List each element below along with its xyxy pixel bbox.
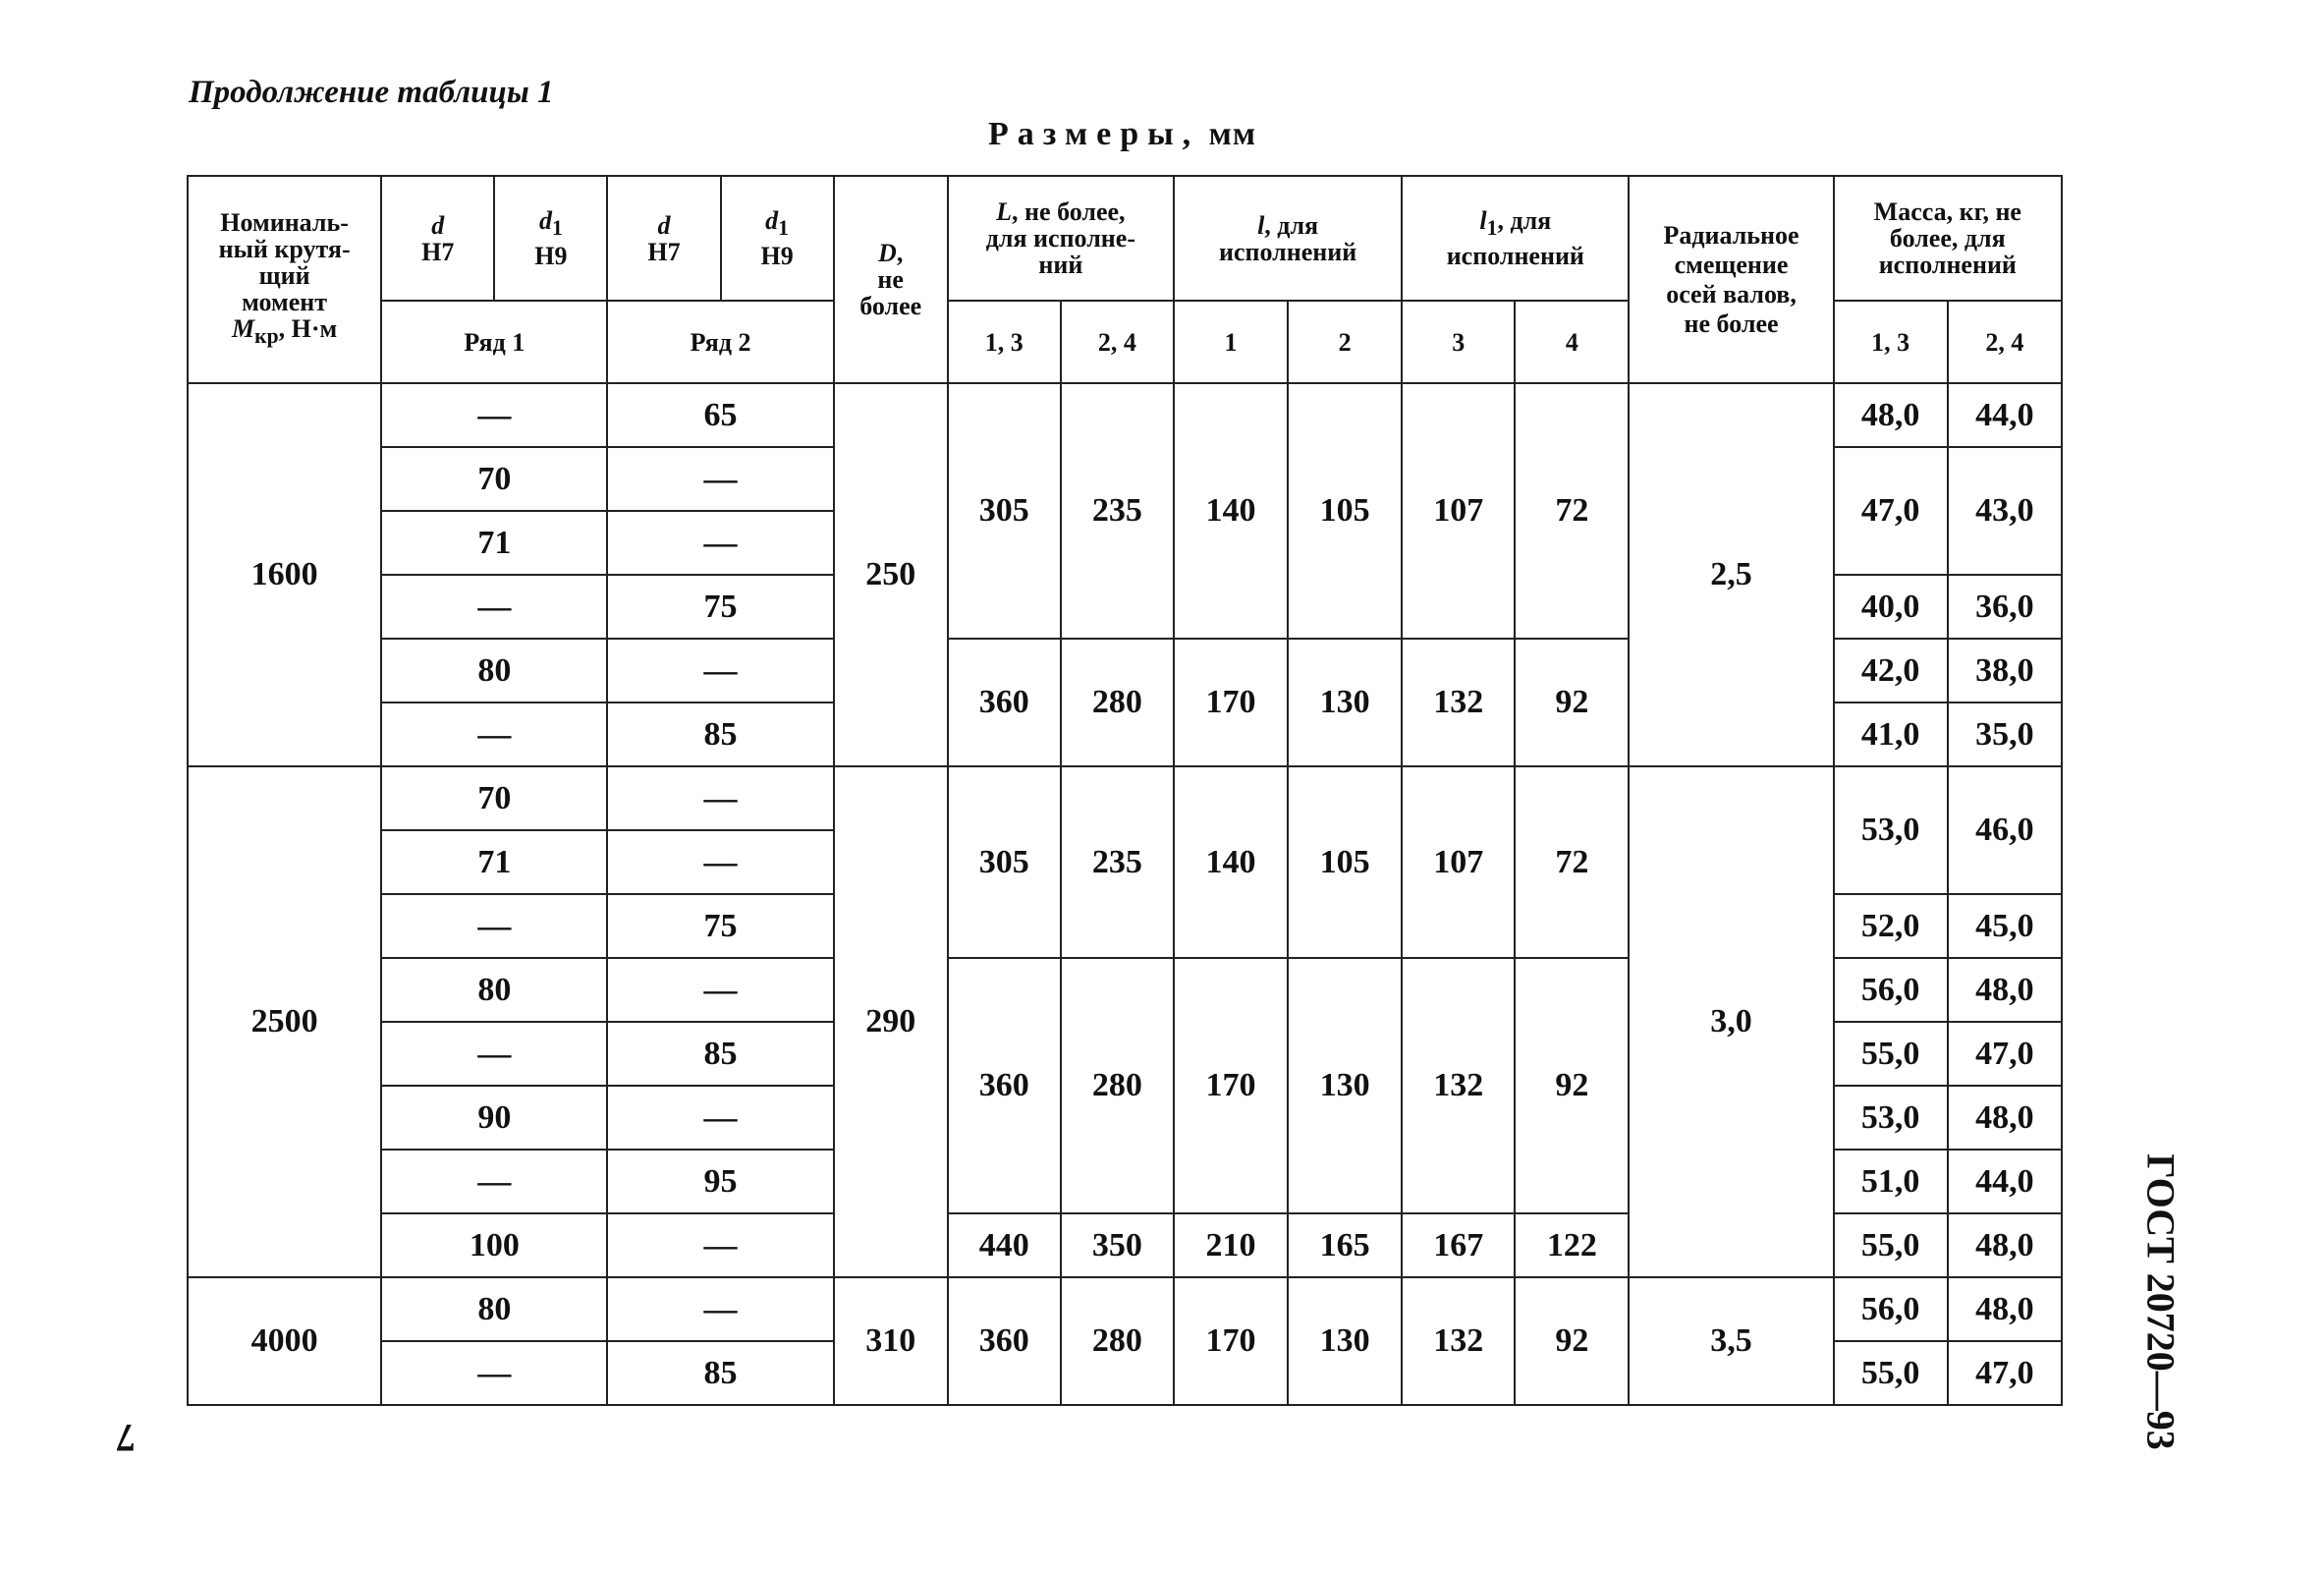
mass24-cell: 46,0 [1948, 766, 2062, 894]
l14-cell: 92 [1515, 639, 1629, 766]
l1-letter: l [1479, 206, 1487, 236]
header-L [948, 176, 1174, 301]
mass13-cell: 53,0 [1834, 766, 1948, 894]
row2-cell: 85 [607, 702, 833, 766]
header-l1 [1402, 176, 1629, 301]
radial-line: осей валов, [1666, 279, 1797, 309]
row2-cell: — [607, 766, 833, 830]
mass24-cell: 43,0 [1948, 447, 2062, 575]
h9-label: H9 [760, 241, 794, 270]
mass13-cell: 55,0 [1834, 1022, 1948, 1086]
mass13-cell: 47,0 [1834, 447, 1948, 575]
mass24-cell: 48,0 [1948, 1277, 2062, 1341]
l13-cell: 132 [1402, 958, 1515, 1213]
header-l-1: 1 [1174, 301, 1288, 383]
header-torque-line: Номиналь- [220, 207, 349, 237]
L13-cell: 360 [948, 958, 1061, 1213]
row1-cell: — [381, 702, 607, 766]
header-torque-line: щий [258, 260, 310, 290]
row1-cell: 70 [381, 447, 607, 511]
d1-letter: d [765, 206, 779, 236]
d1-subscript: 1 [778, 216, 789, 241]
mass24-cell: 44,0 [1948, 1150, 2062, 1213]
row2-cell: 75 [607, 894, 833, 958]
d1-letter: d [538, 206, 552, 236]
L13-cell: 360 [948, 639, 1061, 766]
radial-line: смещение [1674, 250, 1789, 279]
header-l [1174, 176, 1402, 301]
l13-cell: 132 [1402, 1277, 1515, 1405]
mass13-cell: 55,0 [1834, 1213, 1948, 1277]
table-row [188, 1277, 2062, 1341]
row2-cell: — [607, 447, 833, 511]
torque-cell: 2500 [188, 766, 381, 1277]
L13-cell: 305 [948, 383, 1061, 639]
L-text: , не более, [1012, 197, 1126, 226]
d-letter: d [431, 210, 445, 240]
header-d-h7-row1 [381, 176, 494, 301]
row2-cell: — [607, 830, 833, 894]
mass24-cell: 36,0 [1948, 575, 2062, 639]
l1-text: , для [1497, 206, 1552, 236]
mass13-cell: 42,0 [1834, 639, 1948, 702]
header-torque-line: ный крутя- [218, 234, 351, 263]
l13-cell: 132 [1402, 639, 1515, 766]
l13-cell: 107 [1402, 766, 1515, 958]
l1-cell: 170 [1174, 1277, 1288, 1405]
torque-subscript: кр [254, 324, 279, 349]
header-l1-3: 3 [1402, 301, 1515, 383]
torque-cell: 1600 [188, 383, 381, 766]
units-label [988, 116, 1256, 153]
l2-cell: 130 [1288, 1277, 1402, 1405]
mass13-cell: 56,0 [1834, 958, 1948, 1022]
l13-cell: 167 [1402, 1213, 1515, 1277]
header-L-24: 2, 4 [1061, 301, 1174, 383]
torque-symbol: М [231, 313, 255, 343]
D-cell: 290 [834, 766, 948, 1277]
L24-cell: 235 [1061, 766, 1174, 958]
row2-cell: — [607, 1086, 833, 1150]
L24-cell: 280 [1061, 958, 1174, 1213]
dimensions-table [187, 175, 2063, 1406]
l14-cell: 72 [1515, 383, 1629, 639]
header-l-2: 2 [1288, 301, 1402, 383]
row1-cell: 70 [381, 766, 607, 830]
header-mass-24: 2, 4 [1948, 301, 2062, 383]
l1-cell: 210 [1174, 1213, 1288, 1277]
row1-cell: — [381, 1341, 607, 1405]
row1-cell: — [381, 1022, 607, 1086]
L-line: для исполне- [985, 224, 1135, 253]
row2-cell: — [607, 511, 833, 575]
table-row [188, 766, 2062, 830]
l1-cell: 170 [1174, 639, 1288, 766]
radial-line: Радиальное [1663, 220, 1799, 250]
L24-cell: 350 [1061, 1213, 1174, 1277]
mass-line: более, для [1889, 224, 2006, 253]
standard-side-label: ГОСТ 20720—93 [2138, 1153, 2184, 1450]
row2-cell: 75 [607, 575, 833, 639]
mass24-cell: 47,0 [1948, 1341, 2062, 1405]
D-line: не [877, 265, 904, 294]
torque-unit: , Н·м [278, 313, 338, 343]
mass24-cell: 47,0 [1948, 1022, 2062, 1086]
L24-cell: 280 [1061, 1277, 1174, 1405]
h7-label: H7 [647, 237, 681, 266]
mass-line: исполнений [1878, 251, 2017, 279]
mass13-cell: 56,0 [1834, 1277, 1948, 1341]
row2-cell: — [607, 1277, 833, 1341]
row2-cell: 85 [607, 1022, 833, 1086]
row2-cell: 65 [607, 383, 833, 447]
l1-line: исполнений [1446, 241, 1584, 270]
row1-cell: 90 [381, 1086, 607, 1150]
D-cell: 310 [834, 1277, 948, 1405]
torque-cell: 4000 [188, 1277, 381, 1405]
header-mass [1834, 176, 2062, 301]
D-line: более [859, 292, 922, 320]
header-row-1 [188, 176, 2062, 301]
l1-cell: 140 [1174, 766, 1288, 958]
mass13-cell: 53,0 [1834, 1086, 1948, 1150]
mass13-cell: 40,0 [1834, 575, 1948, 639]
L13-cell: 305 [948, 766, 1061, 958]
radial-cell: 3,0 [1629, 766, 1833, 1277]
mass13-cell: 55,0 [1834, 1341, 1948, 1405]
mass24-cell: 35,0 [1948, 702, 2062, 766]
h7-label: H7 [421, 237, 455, 266]
l1-cell: 140 [1174, 383, 1288, 639]
header-torque-line: момент [242, 287, 328, 316]
radial-line: не более [1684, 309, 1779, 338]
l-line: исполнений [1218, 237, 1357, 266]
l-text: , для [1264, 210, 1319, 240]
l14-cell: 72 [1515, 766, 1629, 958]
header-d1-h9-row2 [721, 176, 834, 301]
l14-cell: 92 [1515, 958, 1629, 1213]
D-letter: D [878, 239, 897, 267]
row2-cell: — [607, 1213, 833, 1277]
l2-cell: 105 [1288, 383, 1402, 639]
l13-cell: 107 [1402, 383, 1515, 639]
mass24-cell: 48,0 [1948, 1086, 2062, 1150]
row1-cell: 71 [381, 511, 607, 575]
L24-cell: 280 [1061, 639, 1174, 766]
mass24-cell: 45,0 [1948, 894, 2062, 958]
mass13-cell: 41,0 [1834, 702, 1948, 766]
radial-cell: 2,5 [1629, 383, 1833, 766]
row1-cell: 100 [381, 1213, 607, 1277]
d1-subscript: 1 [551, 216, 563, 241]
header-radial [1629, 176, 1833, 383]
D-cell: 250 [834, 383, 948, 766]
mass13-cell: 48,0 [1834, 383, 1948, 447]
L24-cell: 235 [1061, 383, 1174, 639]
mass13-cell: 52,0 [1834, 894, 1948, 958]
row1-cell: — [381, 1150, 607, 1213]
l2-cell: 165 [1288, 1213, 1402, 1277]
l14-cell: 92 [1515, 1277, 1629, 1405]
mass24-cell: 44,0 [1948, 383, 2062, 447]
L13-cell: 360 [948, 1277, 1061, 1405]
header-d-h7-row2 [607, 176, 720, 301]
row1-cell: — [381, 575, 607, 639]
l14-cell: 122 [1515, 1213, 1629, 1277]
h9-label: H9 [534, 241, 568, 270]
row2-cell: — [607, 958, 833, 1022]
mass13-cell: 51,0 [1834, 1150, 1948, 1213]
row1-cell: — [381, 894, 607, 958]
l2-cell: 130 [1288, 958, 1402, 1213]
header-l1-4: 4 [1515, 301, 1629, 383]
mass24-cell: 38,0 [1948, 639, 2062, 702]
header-row2-label: Ряд 2 [607, 301, 833, 383]
l2-cell: 130 [1288, 639, 1402, 766]
page-number: 7 [116, 1416, 136, 1460]
table-caption: Продолжение таблицы 1 [189, 75, 554, 110]
d-letter: d [657, 210, 671, 240]
row2-cell: 85 [607, 1341, 833, 1405]
header-torque-symbol-line [189, 315, 380, 350]
units-label-word: Размеры, [988, 116, 1200, 152]
row2-cell: 95 [607, 1150, 833, 1213]
row1-cell: 80 [381, 639, 607, 702]
row1-cell: — [381, 383, 607, 447]
header-L-13: 1, 3 [948, 301, 1061, 383]
mass-line: Масса, кг, не [1873, 197, 2021, 226]
l1-subscript: 1 [1486, 216, 1498, 241]
header-D: D, не более [834, 176, 948, 383]
radial-cell: 3,5 [1629, 1277, 1833, 1405]
row1-cell: 71 [381, 830, 607, 894]
mass24-cell: 48,0 [1948, 1213, 2062, 1277]
header-row1-label: Ряд 1 [381, 301, 607, 383]
row2-cell: — [607, 639, 833, 702]
L13-cell: 440 [948, 1213, 1061, 1277]
header-mass-13: 1, 3 [1834, 301, 1948, 383]
mass24-cell: 48,0 [1948, 958, 2062, 1022]
row1-cell: 80 [381, 1277, 607, 1341]
L-line: ний [1038, 251, 1083, 279]
row1-cell: 80 [381, 958, 607, 1022]
l2-cell: 105 [1288, 766, 1402, 958]
l1-cell: 170 [1174, 958, 1288, 1213]
header-d1-h9-row1 [494, 176, 607, 301]
L-letter: L [996, 197, 1013, 226]
header-torque [188, 176, 381, 383]
l-letter: l [1257, 210, 1265, 240]
units-label-unit: мм [1208, 116, 1256, 152]
table-row [188, 383, 2062, 447]
